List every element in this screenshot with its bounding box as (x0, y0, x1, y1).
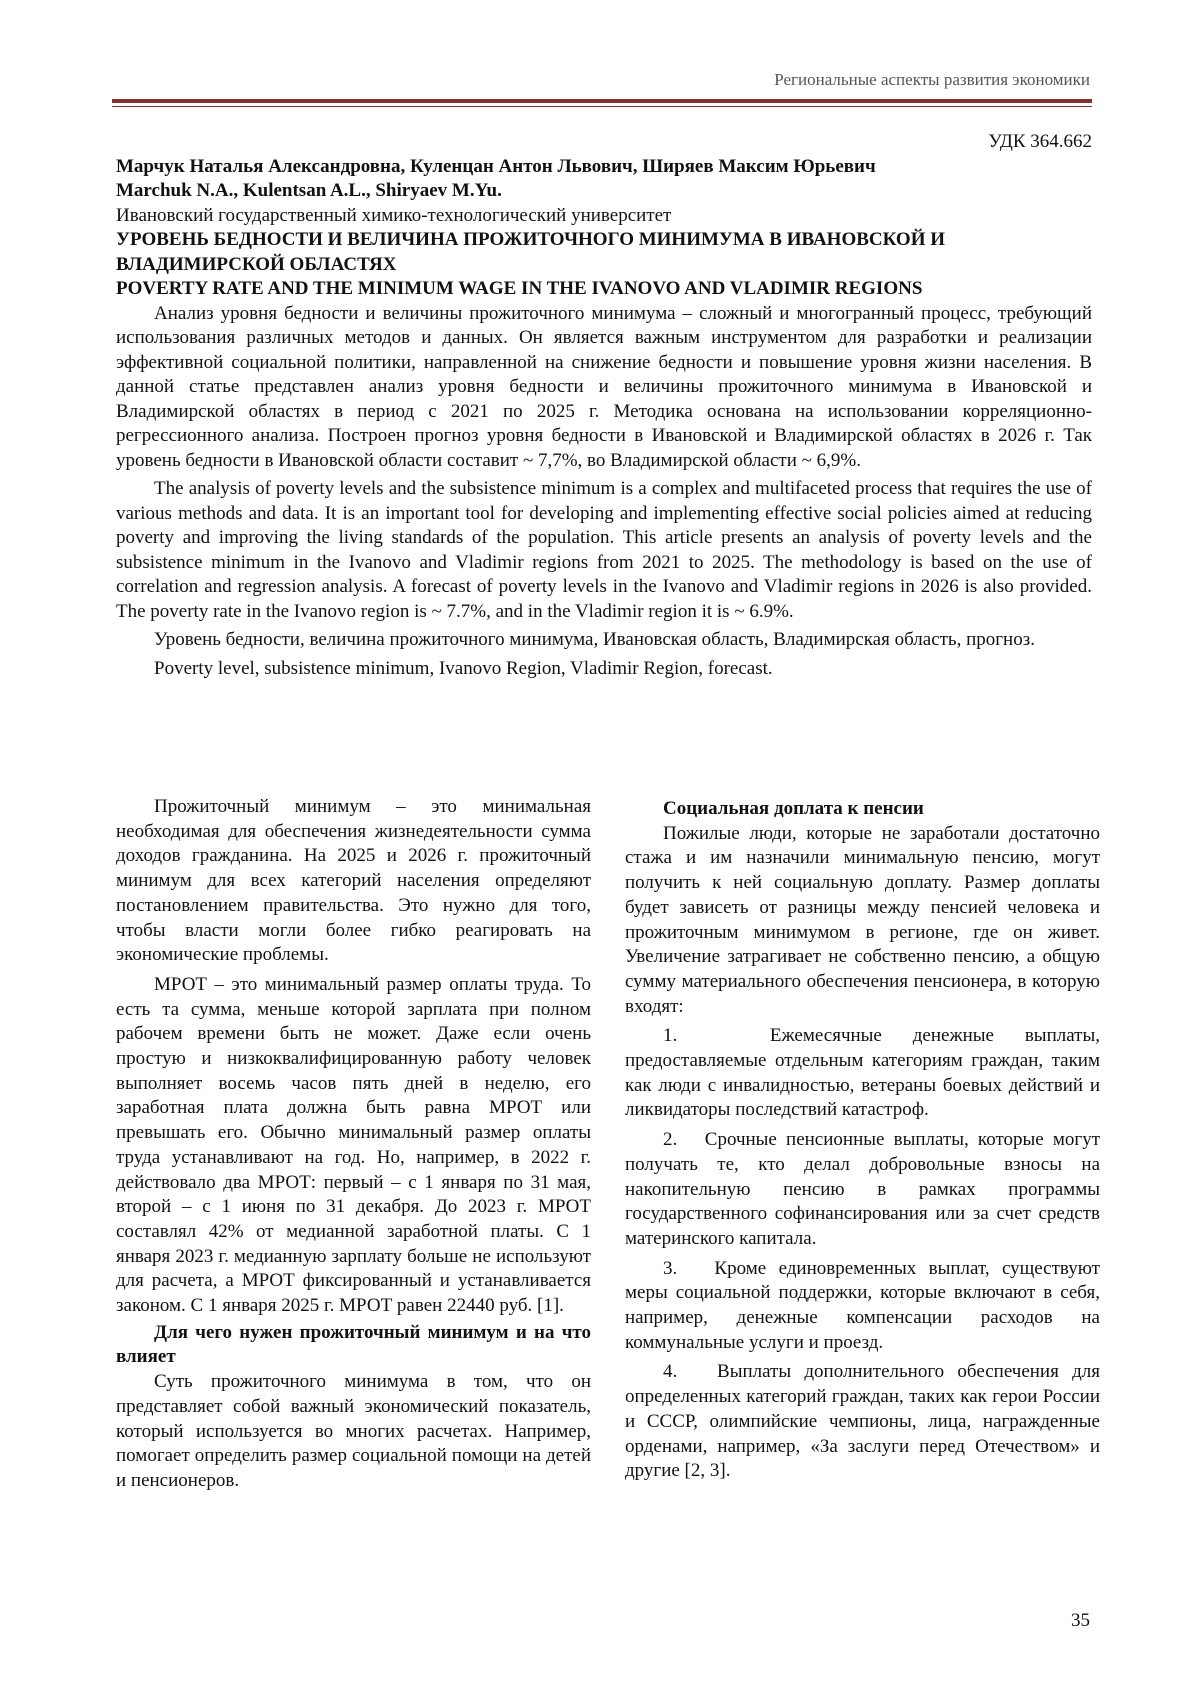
keywords-russian: Уровень бедности, величина прожиточного минимума, Ивановская область, Владимирская область, прогноз. (154, 629, 1035, 650)
title-english: POVERTY RATE AND THE MINIMUM WAGE IN THE IVANOVO AND VLADIMIR REGIONS (116, 278, 923, 299)
list-item: 2. Срочные пенсионные выплаты, которые могут получать те, кто делал добровольные взносы на накопительную пенсию в рамках программы государственного софинансирования или за счет средств материнского капитала. (625, 1129, 1100, 1249)
left-column (116, 795, 591, 1494)
list-item: 1. Ежемесячные денежные выплаты, предоставляемые отдельным категориям граждан, таким как люди с инвалидностью, ветераны боевых действий и ликвидаторы последствий катастроф. (625, 1025, 1100, 1121)
abstract-russian: Анализ уровня бедности и величины прожиточного минимума – сложный и многогранный процесс, требующий использования различных методов и данных. Он является важным инструментом для разработки и реализации эффективной социальной политики, направленной на снижение бедности и повышение уровня жизни населения. В данной статье представлен анализ уровня бедности и величины прожиточного минимума в Ивановской и Владимирской областях в период с 2021 по 2025 г. Методика основана на использовании корреляционно-регрессионного анализа. Построен прогноз уровня бедности в Ивановской и Владимирской областях в 2026 г. Так уровень бедности в Ивановской области составит ~ 7,7%, во Владимирской области ~ 6,9%. (116, 302, 1092, 471)
header-rule-thin (112, 106, 1092, 107)
title-russian: УРОВЕНЬ БЕДНОСТИ И ВЕЛИЧИНА ПРОЖИТОЧНОГО МИНИМУМА В ИВАНОВСКОЙ И ВЛАДИМИРСКОЙ ОБЛАСТЯХ (116, 229, 946, 275)
list-item: 4. Выплаты дополнительного обеспечения для определенных категорий граждан, таких как герои России и СССР, олимпийские чемпионы, лица, награжденные орденами, например, «За заслуги перед Отечеством» и другие [2, 3]. (625, 1361, 1100, 1482)
affiliation: Ивановский государственный химико-технологический университет (116, 204, 672, 226)
page-number: 35 (1071, 1610, 1090, 1631)
section-heading-pension-supplement: Социальная доплата к пенсии (663, 798, 924, 819)
right-column (625, 795, 1100, 1484)
authors-english: Marchuk N.A., Kulentsan A.L., Shiryaev M.Yu. (116, 180, 502, 201)
left-paragraph-3: Суть прожиточного минимума в том, что он представляет собой важный экономический показатель, который используется во многих расчетах. Например, помогает определить размер социальной помощи на детей и пенсионеров. (116, 1371, 591, 1491)
keywords-english: Poverty level, subsistence minimum, Ivanovo Region, Vladimir Region, forecast. (154, 657, 773, 679)
udc-code: УДК 364.662 (988, 131, 1092, 152)
abstract (116, 302, 1092, 625)
right-paragraph-1: Пожилые люди, которые не заработали достаточно стажа и им назначили минимальную пенсию, могут получить к ней социальную доплату. Размер доплаты будет зависеть от разницы между пенсией человека и прожиточным минимумом в регионе, где он живет. Увеличение затрагивает не собственно пенсию, а общую сумму материального обеспечения пенсионера, в которую входят: (625, 822, 1100, 1017)
section-heading-subsistence-minimum: Для чего нужен прожиточный минимум и на что влияет (116, 1321, 591, 1368)
authors-russian: Марчук Наталья Александровна, Куленцан Антон Львович, Ширяев Максим Юрьевич (116, 155, 876, 177)
abstract-english: The analysis of poverty levels and the subsistence minimum is a complex and multifaceted process that requires the use of various methods and data. It is an important tool for developing and implementing effective social policies aimed at reducing poverty and improving the living standards of the population. This article presents an analysis of poverty levels and the subsistence minimum in the Ivanovo and Vladimir regions from 2021 to 2025. The methodology is based on the use of correlation and regression analysis. A forecast of poverty levels in the Ivanovo and Vladimir regions in 2026 is also provided. The poverty rate in the Ivanovo region is ~ 7.7%, and in the Vladimir region it is ~ 6.9%. (116, 478, 1092, 622)
list-item: 3. Кроме единовременных выплат, существуют меры социальной поддержки, которые включают в себя, например, денежные компенсации расходов на коммунальные услуги и проезд. (625, 1257, 1100, 1353)
article-front-matter (116, 130, 1092, 681)
header-rule-thick (112, 99, 1092, 103)
left-paragraph-2: МРОТ – это минимальный размер оплаты труда. То есть та сумма, меньше которой зарплата при полном рабочем времени быть не может. Даже если очень простую и низкоквалифицированную работу человек выполняет восемь часов пять дней в неделю, его заработная плата должна быть равна МРОТ или превышать его. Обычно минимальный размер оплаты труда устанавливают на год. Но, например, в 2022 г. действовало два МРОТ: первый – с 1 января по 31 мая, второй – с 1 июня по 31 декабря. До 2023 г. МРОТ составлял 42% от медианной заработной платы. С 1 января 2023 г. медианную зарплату больше не используют для расчета, а МРОТ фиксированный и устанавливается законом. С 1 января 2025 г. МРОТ равен 22440 руб. [1]. (116, 973, 591, 1317)
left-paragraph-1: Прожиточный минимум – это минимальная необходимая для обеспечения жизнедеятельности сумма доходов гражданина. На 2025 и 2026 г. прожиточный минимум для всех категорий населения определяют постановлением правительства. Это нужно для того, чтобы власти могли более гибко реагировать на экономические проблемы. (116, 796, 591, 966)
running-header: Региональные аспекты развития экономики (774, 70, 1090, 89)
